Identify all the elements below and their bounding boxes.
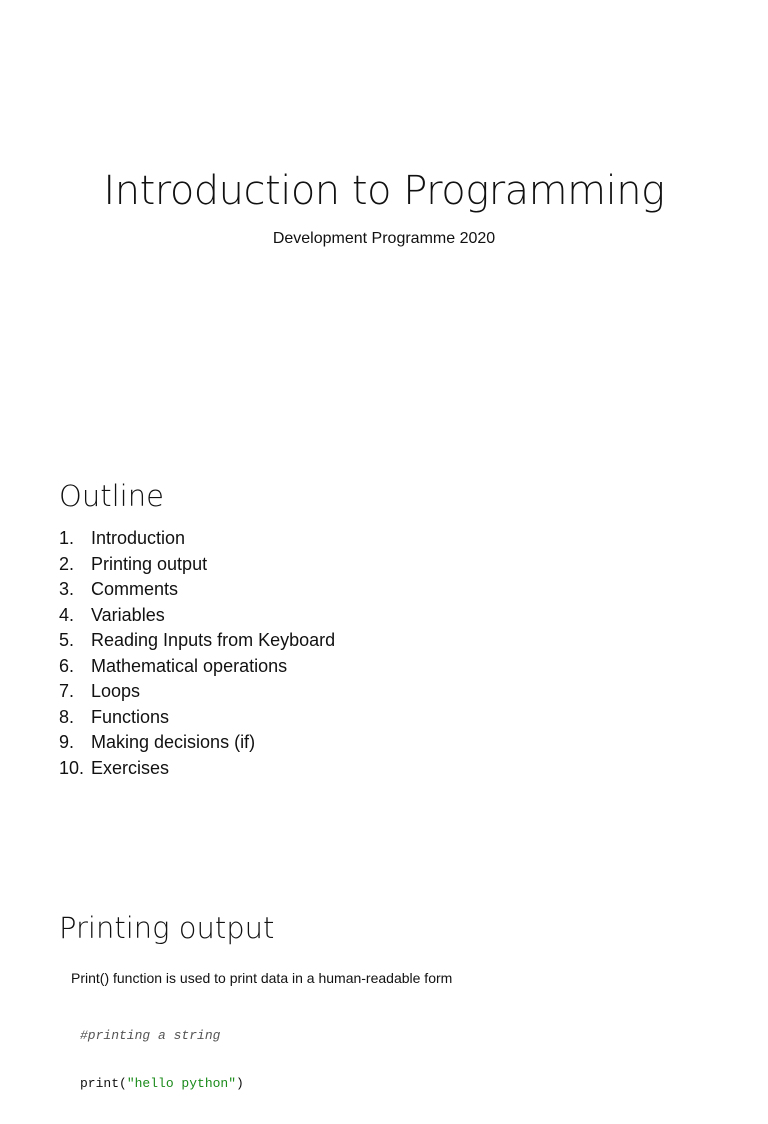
outline-item-number: 9. [59,732,75,752]
outline-item-number: 6. [59,655,75,676]
code-comment: #printing a string [80,1028,221,1043]
outline-item-number: 8. [59,706,75,727]
presentation-subtitle: Development Programme 2020 [272,230,496,247]
outline-heading: Outline [59,479,164,513]
outline-item-label: Functions [91,706,170,727]
outline-item-number: 2. [59,553,75,574]
outline-item-label: Variables [91,604,165,625]
outline-item [59,654,335,680]
title-slide [0,0,768,430]
outline-item [59,705,335,731]
outline-item-label: Reading Inputs from Keyboard [91,630,336,650]
outline-item [59,730,335,756]
outline-item-number: 3. [59,579,75,599]
code-snippet [80,996,244,1124]
outline-item [59,679,335,705]
printing-output-slide [0,890,768,1091]
outline-item [59,577,335,603]
outline-item-label: Printing output [91,553,208,574]
outline-item-label: Introduction [91,528,186,548]
outline-item-label: Loops [91,681,141,701]
outline-item-label: Making decisions (if) [91,732,256,752]
outline-item-label: Mathematical operations [91,655,288,676]
outline-slide [0,460,768,880]
code-print-prefix: print( [80,1076,127,1091]
printing-output-heading: Printing output [59,911,275,945]
outline-list [59,526,335,781]
outline-item [59,526,335,552]
code-print-call [80,1076,244,1092]
outline-item-label: Comments [91,579,179,599]
outline-item-number: 4. [59,604,75,625]
outline-item-number: 1. [59,528,75,548]
outline-item [59,603,335,629]
outline-item-number: 5. [59,630,75,650]
outline-item [59,756,335,782]
code-string-literal: "hello python" [126,1076,237,1091]
outline-item [59,552,335,578]
outline-item-label: Exercises [91,757,170,778]
presentation-title: Introduction to Programming [103,168,665,214]
code-print-suffix: ) [236,1076,244,1091]
outline-item-number: 10. [59,757,85,778]
outline-item [59,628,335,654]
outline-item-number: 7. [59,681,75,701]
printing-description: Print() function is used to print data in a human-readable form [71,970,453,986]
